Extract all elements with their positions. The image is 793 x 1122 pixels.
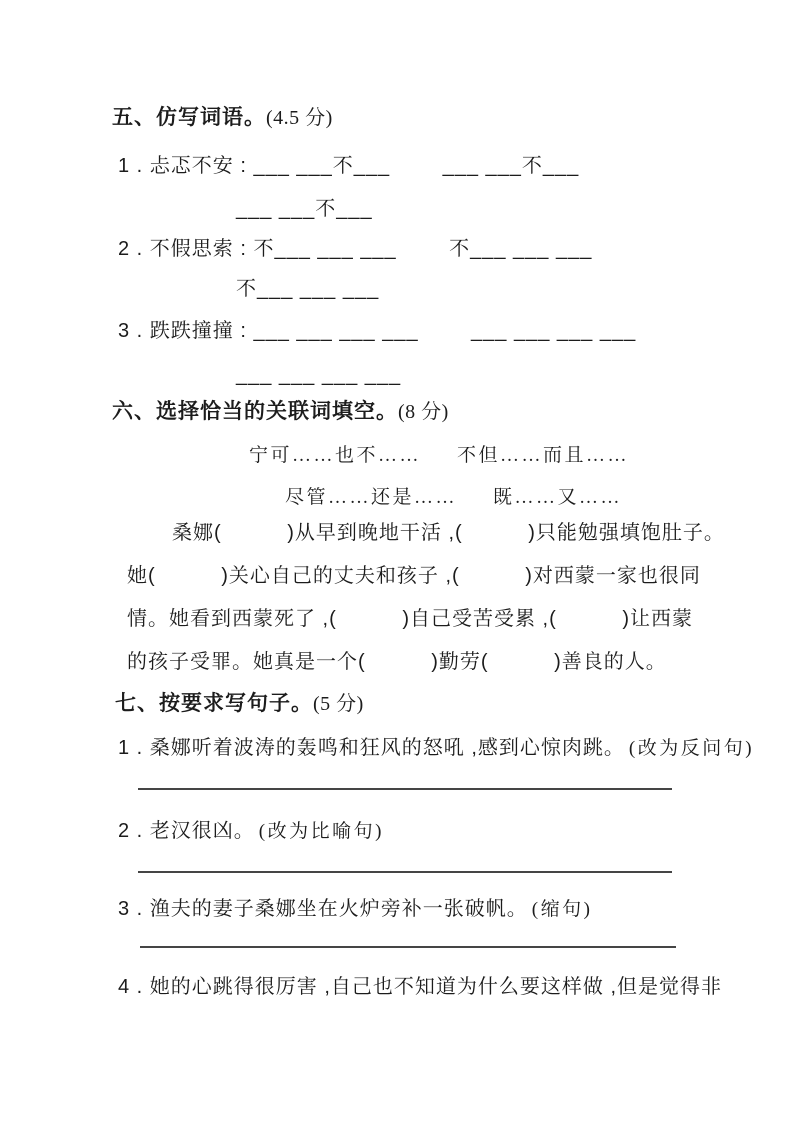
section-five-item-3: 3 . 跌跌撞撞 : ___ ___ ___ ___ ___ ___ ___ ___ [118, 320, 637, 342]
answer-underline-2 [138, 871, 672, 873]
sentence-text: 4 . 她的心跳得很厉害 ,自己也不知道为什么要这样做 ,但是觉得非 [118, 976, 723, 998]
connective-option: 尽管……还是…… [285, 487, 458, 508]
section-seven-title: 七、按要求写句子。 [115, 692, 313, 715]
connective-option: 不但……而且…… [457, 445, 630, 466]
section-seven-item-4 [118, 974, 726, 1001]
sentence-text: 3 . 渔夫的妻子桑娜坐在火炉旁补一张破帆。 [118, 898, 528, 920]
fill-in-paragraph-line-1: 桑娜( )从早到晚地干活 ,( )只能勉强填饱肚子。 [172, 522, 725, 544]
section-seven-heading [115, 691, 364, 717]
section-six-heading [112, 399, 449, 425]
section-five-item-3-blanks: ___ ___ ___ ___ [236, 364, 402, 386]
section-five-heading [112, 105, 333, 131]
answer-underline-1 [138, 788, 672, 790]
section-six-title: 六、选择恰当的关联词填空。 [112, 400, 398, 423]
rewrite-instruction: (改为反问句) [628, 738, 755, 759]
connective-options-row-2 [285, 485, 622, 511]
answer-underline-3 [140, 946, 676, 948]
section-six-score: (8 分) [398, 401, 449, 423]
connective-options-row-1 [249, 443, 629, 469]
section-five-item-1: 1 . 忐忑不安 : ___ ___不___ ___ ___不___ [118, 155, 580, 177]
sentence-text: 1 . 桑娜听着波涛的轰鸣和狂风的怒吼 ,感到心惊肉跳。 [118, 737, 625, 759]
connective-option: 宁可……也不…… [249, 445, 422, 466]
section-seven-item-1 [118, 735, 754, 762]
rewrite-instruction: (改为比喻句) [258, 821, 384, 842]
section-seven-item-2 [118, 818, 384, 845]
section-five-item-2: 2 . 不假思索 : 不___ ___ ___ 不___ ___ ___ [118, 238, 593, 260]
section-five-title: 五、仿写词语。 [112, 106, 266, 129]
section-seven-item-3 [118, 896, 592, 923]
connective-option: 既……又…… [493, 487, 623, 508]
fill-in-paragraph-line-4: 的孩子受罪。她真是一个( )勤劳( )善良的人。 [127, 651, 667, 673]
section-five-item-1-blanks: ___ ___不___ [236, 198, 373, 220]
section-five-score: (4.5 分) [266, 107, 333, 129]
rewrite-instruction: (缩句) [531, 899, 593, 920]
section-five-item-2-blanks: 不___ ___ ___ [236, 278, 380, 300]
fill-in-paragraph-line-3: 情。她看到西蒙死了 ,( )自己受苦受累 ,( )让西蒙 [127, 608, 693, 630]
fill-in-paragraph-line-2: 她( )关心自己的丈夫和孩子 ,( )对西蒙一家也很同 [127, 565, 701, 587]
sentence-text: 2 . 老汉很凶。 [118, 820, 255, 842]
section-seven-score: (5 分) [313, 693, 364, 715]
